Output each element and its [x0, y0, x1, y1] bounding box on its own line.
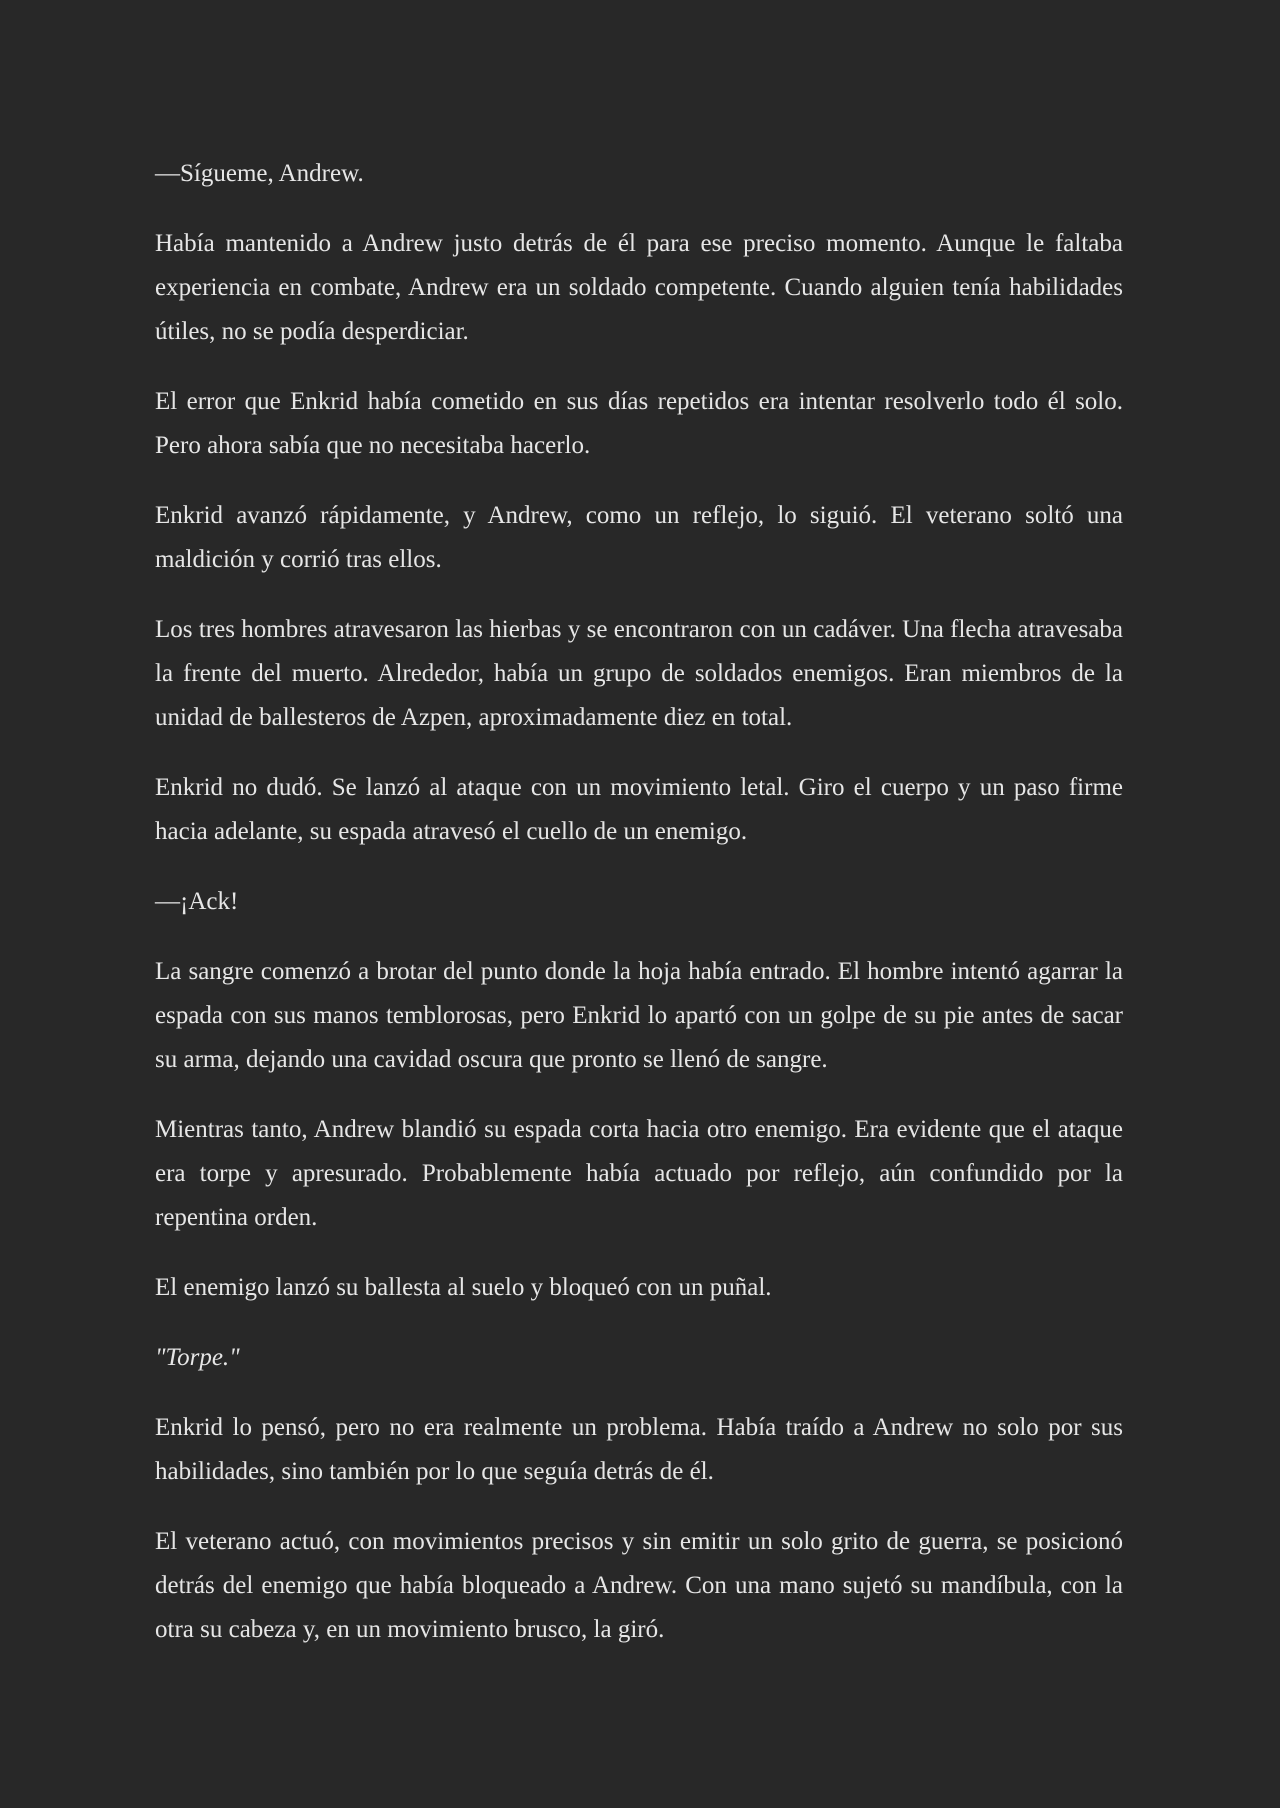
paragraph: Enkrid no dudó. Se lanzó al ataque con un movimiento letal. Giro el cuerpo y un paso firme hacia adelante, su espada atravesó el cuello de un enemigo.	[155, 774, 1123, 845]
paragraph: Enkrid avanzó rápidamente, y Andrew, como un reflejo, lo siguió. El veterano soltó una maldición y corrió tras ellos.	[155, 502, 1123, 573]
paragraph: Los tres hombres atravesaron las hierbas y se encontraron con un cadáver. Una flecha atravesaba la frente del muerto. Alrededor, había un grupo de soldados enemigos. Eran miembros de la unidad de ballesteros de Azpen, aproximadamente diez en total.	[155, 616, 1123, 731]
paragraph: Mientras tanto, Andrew blandió su espada corta hacia otro enemigo. Era evidente que el ataque era torpe y apresurado. Probablemente había actuado por reflejo, aún confundido por la repentina orden.	[155, 1116, 1123, 1231]
paragraph: El error que Enkrid había cometido en sus días repetidos era intentar resolverlo todo él solo. Pero ahora sabía que no necesitaba hacerlo.	[155, 388, 1123, 459]
paragraph: El veterano actuó, con movimientos precisos y sin emitir un solo grito de guerra, se posicionó detrás del enemigo que había bloqueado a Andrew. Con una mano sujetó su mandíbula, con la otra su cabeza y, en un movimiento brusco, la giró.	[155, 1528, 1123, 1643]
paragraph: —¡Ack!	[155, 888, 239, 915]
paragraph: La sangre comenzó a brotar del punto donde la hoja había entrado. El hombre intentó agarrar la espada con sus manos temblorosas, pero Enkrid lo apartó con un golpe de su pie antes de sacar su arma, dejando una cavidad oscura que pronto se llenó de sangre.	[155, 958, 1123, 1073]
paragraph: Había mantenido a Andrew justo detrás de él para ese preciso momento. Aunque le faltaba experiencia en combate, Andrew era un soldado competente. Cuando alguien tenía habilidades útiles, no se podía desperdiciar.	[155, 230, 1123, 345]
chapter-text	[155, 152, 1123, 1678]
paragraph: El enemigo lanzó su ballesta al suelo y bloqueó con un puñal.	[155, 1274, 772, 1301]
paragraph: —Sígueme, Andrew.	[155, 160, 364, 187]
paragraph: Enkrid lo pensó, pero no era realmente un problema. Había traído a Andrew no solo por sus habilidades, sino también por lo que seguía detrás de él.	[155, 1414, 1123, 1485]
paragraph: "Torpe."	[155, 1344, 240, 1371]
